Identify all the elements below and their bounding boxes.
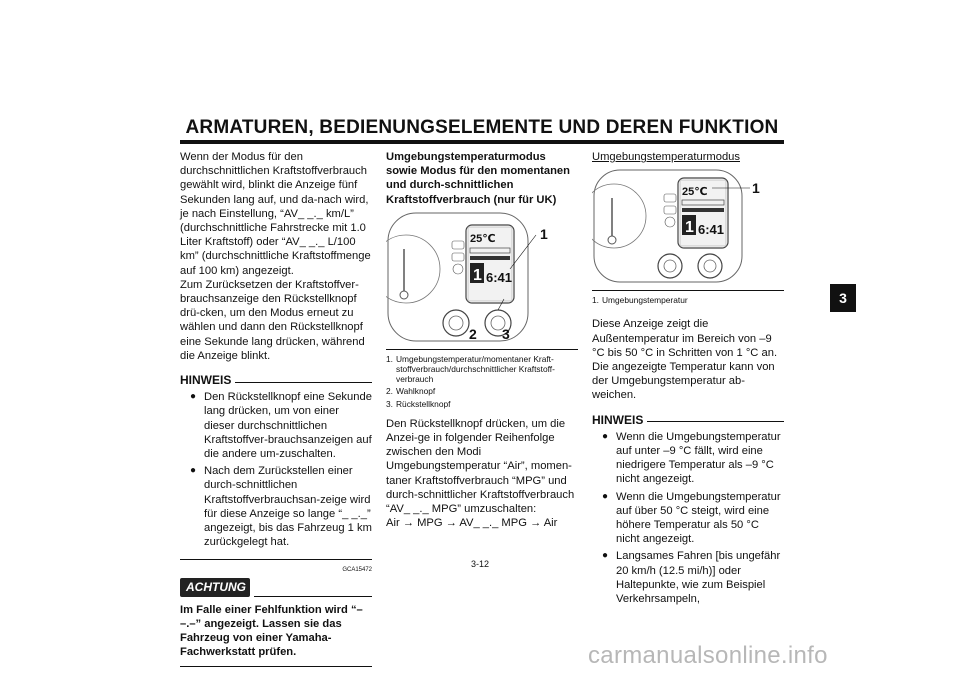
bullet-icon: ●	[602, 490, 609, 502]
mode-sequence: Air → MPG → AV_ _._ MPG → Air	[386, 517, 558, 530]
page-number: 3-12	[470, 559, 489, 569]
caption-item	[386, 354, 578, 385]
title-rule	[180, 140, 784, 144]
note-bullet	[190, 390, 372, 461]
caption-number: 1.	[592, 295, 599, 306]
clock-readout: 6:41	[486, 269, 513, 285]
caption-item	[386, 386, 578, 396]
note-bullet	[602, 430, 784, 487]
temperature-readout: 25℃	[470, 232, 496, 245]
note-bullet	[190, 464, 372, 549]
callout-2: 2	[469, 325, 477, 342]
caption-text: Wahlknopf	[396, 386, 436, 397]
section-heading: Umgebungstemperaturmodus sowie Modus für den momentanen und durch-schnittlichen Kraftstoffverbrauch (nur für UK)	[386, 151, 570, 206]
gear-digit: 1	[473, 266, 482, 284]
bullet-icon: ●	[602, 430, 609, 442]
caption-item	[592, 295, 784, 305]
caution-label: ACHTUNG	[180, 578, 250, 596]
clock-readout: 6:41	[698, 222, 725, 238]
caption-number: 3.	[386, 398, 393, 409]
paragraph-mode-switch: Den Rückstellknopf drücken, um die Anzei-ge in folgender Reihenfolge zwischen den Modi Umgebungstemperatur “Air”, momen-taner Kraftstoffverbrauch “MPG” und durch-schnittlicher Kraftstoffverbrauch “AV_ _._ MPG” umzuschalten:	[386, 417, 575, 516]
note-bullet	[602, 490, 784, 547]
watermark: carmanualsonline.info	[588, 642, 828, 669]
note-bullet-text: Langsames Fahren [bis ungefähr 20 km/h (12.5 mi/h)] oder Haltepunkte, wie zum Beispiel Verkehrsampeln,	[616, 550, 781, 606]
note-label: HINWEIS	[180, 373, 232, 388]
dashboard-figure	[386, 209, 578, 345]
caution-text: Im Falle einer Fehlfunktion wird “– –.–” angezeigt. Lassen sie das Fahrzeug von einer Yamaha-Fachwerkstatt prüfen.	[180, 603, 363, 659]
chapter-tab: 3	[830, 284, 856, 312]
column-left	[180, 150, 372, 673]
note-end-rule	[180, 559, 372, 560]
caption-number: 1.	[386, 353, 393, 364]
caution-header	[180, 578, 372, 596]
caution-rule	[254, 596, 372, 597]
caption-number: 2.	[386, 386, 393, 397]
callout-3: 3	[502, 325, 510, 342]
note-rule	[235, 382, 372, 383]
gear-digit: 1	[685, 219, 694, 237]
column-middle	[386, 150, 578, 530]
reference-code: GCA15472	[342, 567, 372, 574]
dashboard-figure	[592, 166, 784, 286]
column-right	[592, 150, 784, 606]
note-label: HINWEIS	[592, 412, 644, 427]
callout-1: 1	[752, 180, 760, 197]
note-header	[180, 373, 372, 387]
caption-item	[386, 399, 578, 409]
bullet-icon: ●	[190, 391, 197, 403]
figure-captions	[386, 354, 578, 409]
bullet-icon: ●	[602, 550, 609, 562]
note-bullet-text: Nach dem Zurückstellen einer durch-schnittlichen Kraftstoffverbrauchsan-zeige wird für diese Anzeige so lange “_ _._” angezeigt, bis das Fahrzeug 1 km zurückgelegt hat.	[204, 465, 372, 549]
caption-text: Umgebungstemperatur/momentaner Kraft-stoffverbrauch/durchschnittlicher Kraftstoff-verbrauch	[396, 353, 555, 385]
note-rule	[647, 421, 784, 422]
figure-rule	[592, 290, 784, 291]
bullet-icon: ●	[190, 465, 197, 477]
temperature-readout: 25℃	[682, 186, 708, 199]
figure-captions	[592, 295, 784, 305]
section-heading: Umgebungstemperaturmodus	[592, 151, 740, 163]
note-bullet-text: Wenn die Umgebungstemperatur auf unter –9 °C fällt, wird eine niedrigere Temperatur als –9 °C nicht angezeigt.	[616, 430, 781, 486]
note-bullet-text: Wenn die Umgebungstemperatur auf über 50 °C steigt, wird eine höhere Temperatur als 50 °C nicht angezeigt.	[616, 490, 781, 546]
dashboard-illustration	[386, 209, 578, 345]
note-bullet	[602, 549, 784, 606]
dashboard-illustration	[592, 166, 784, 286]
caption-text: Umgebungstemperatur	[602, 295, 688, 306]
callout-1: 1	[540, 225, 548, 242]
page-title: ARMATUREN, BEDIENUNGSELEMENTE UND DEREN FUNKTION	[185, 117, 779, 138]
note-header	[592, 413, 784, 427]
caption-text: Rückstellknopf	[396, 398, 451, 409]
note-bullet-text: Den Rückstellknopf eine Sekunde lang drücken, um von einer dieser durchschnittlichen Kraftstoffver-brauchsanzeigen auf die andere um-zuschalten.	[204, 391, 372, 461]
figure-rule	[386, 349, 578, 350]
caution-end-rule	[180, 666, 372, 668]
paragraph-temperature-range: Diese Anzeige zeigt die Außentemperatur im Bereich von –9 °C bis 50 °C in Schritten von 1 °C an. Die angezeigte Temperatur kann von der Umgebungstemperatur ab-weichen.	[592, 318, 778, 402]
paragraph-reset: Zum Zurücksetzen der Kraftstoffver-brauchsanzeige den Rückstellknopf drü-cken, um den Modus erneut zu wählen und dann den Rückstellknopf eine Sekunde lang drücken, während die Anzeige blinkt.	[180, 278, 365, 362]
paragraph-average-consumption: Wenn der Modus für den durchschnittlichen Kraftstoffverbrauch gewählt wird, blinkt die Anzeige fünf Sekunden lang auf, und da-nach wird, je nach Einstellung, “AV_ _._ km/L” (durchschnittliche Fahrstrecke mit 1.0 Liter Kraftstoff) oder “AV_ _._ L/100 km” (durchschnittliche Kraftstoffmenge auf 100 km) angezeigt.	[180, 151, 371, 277]
